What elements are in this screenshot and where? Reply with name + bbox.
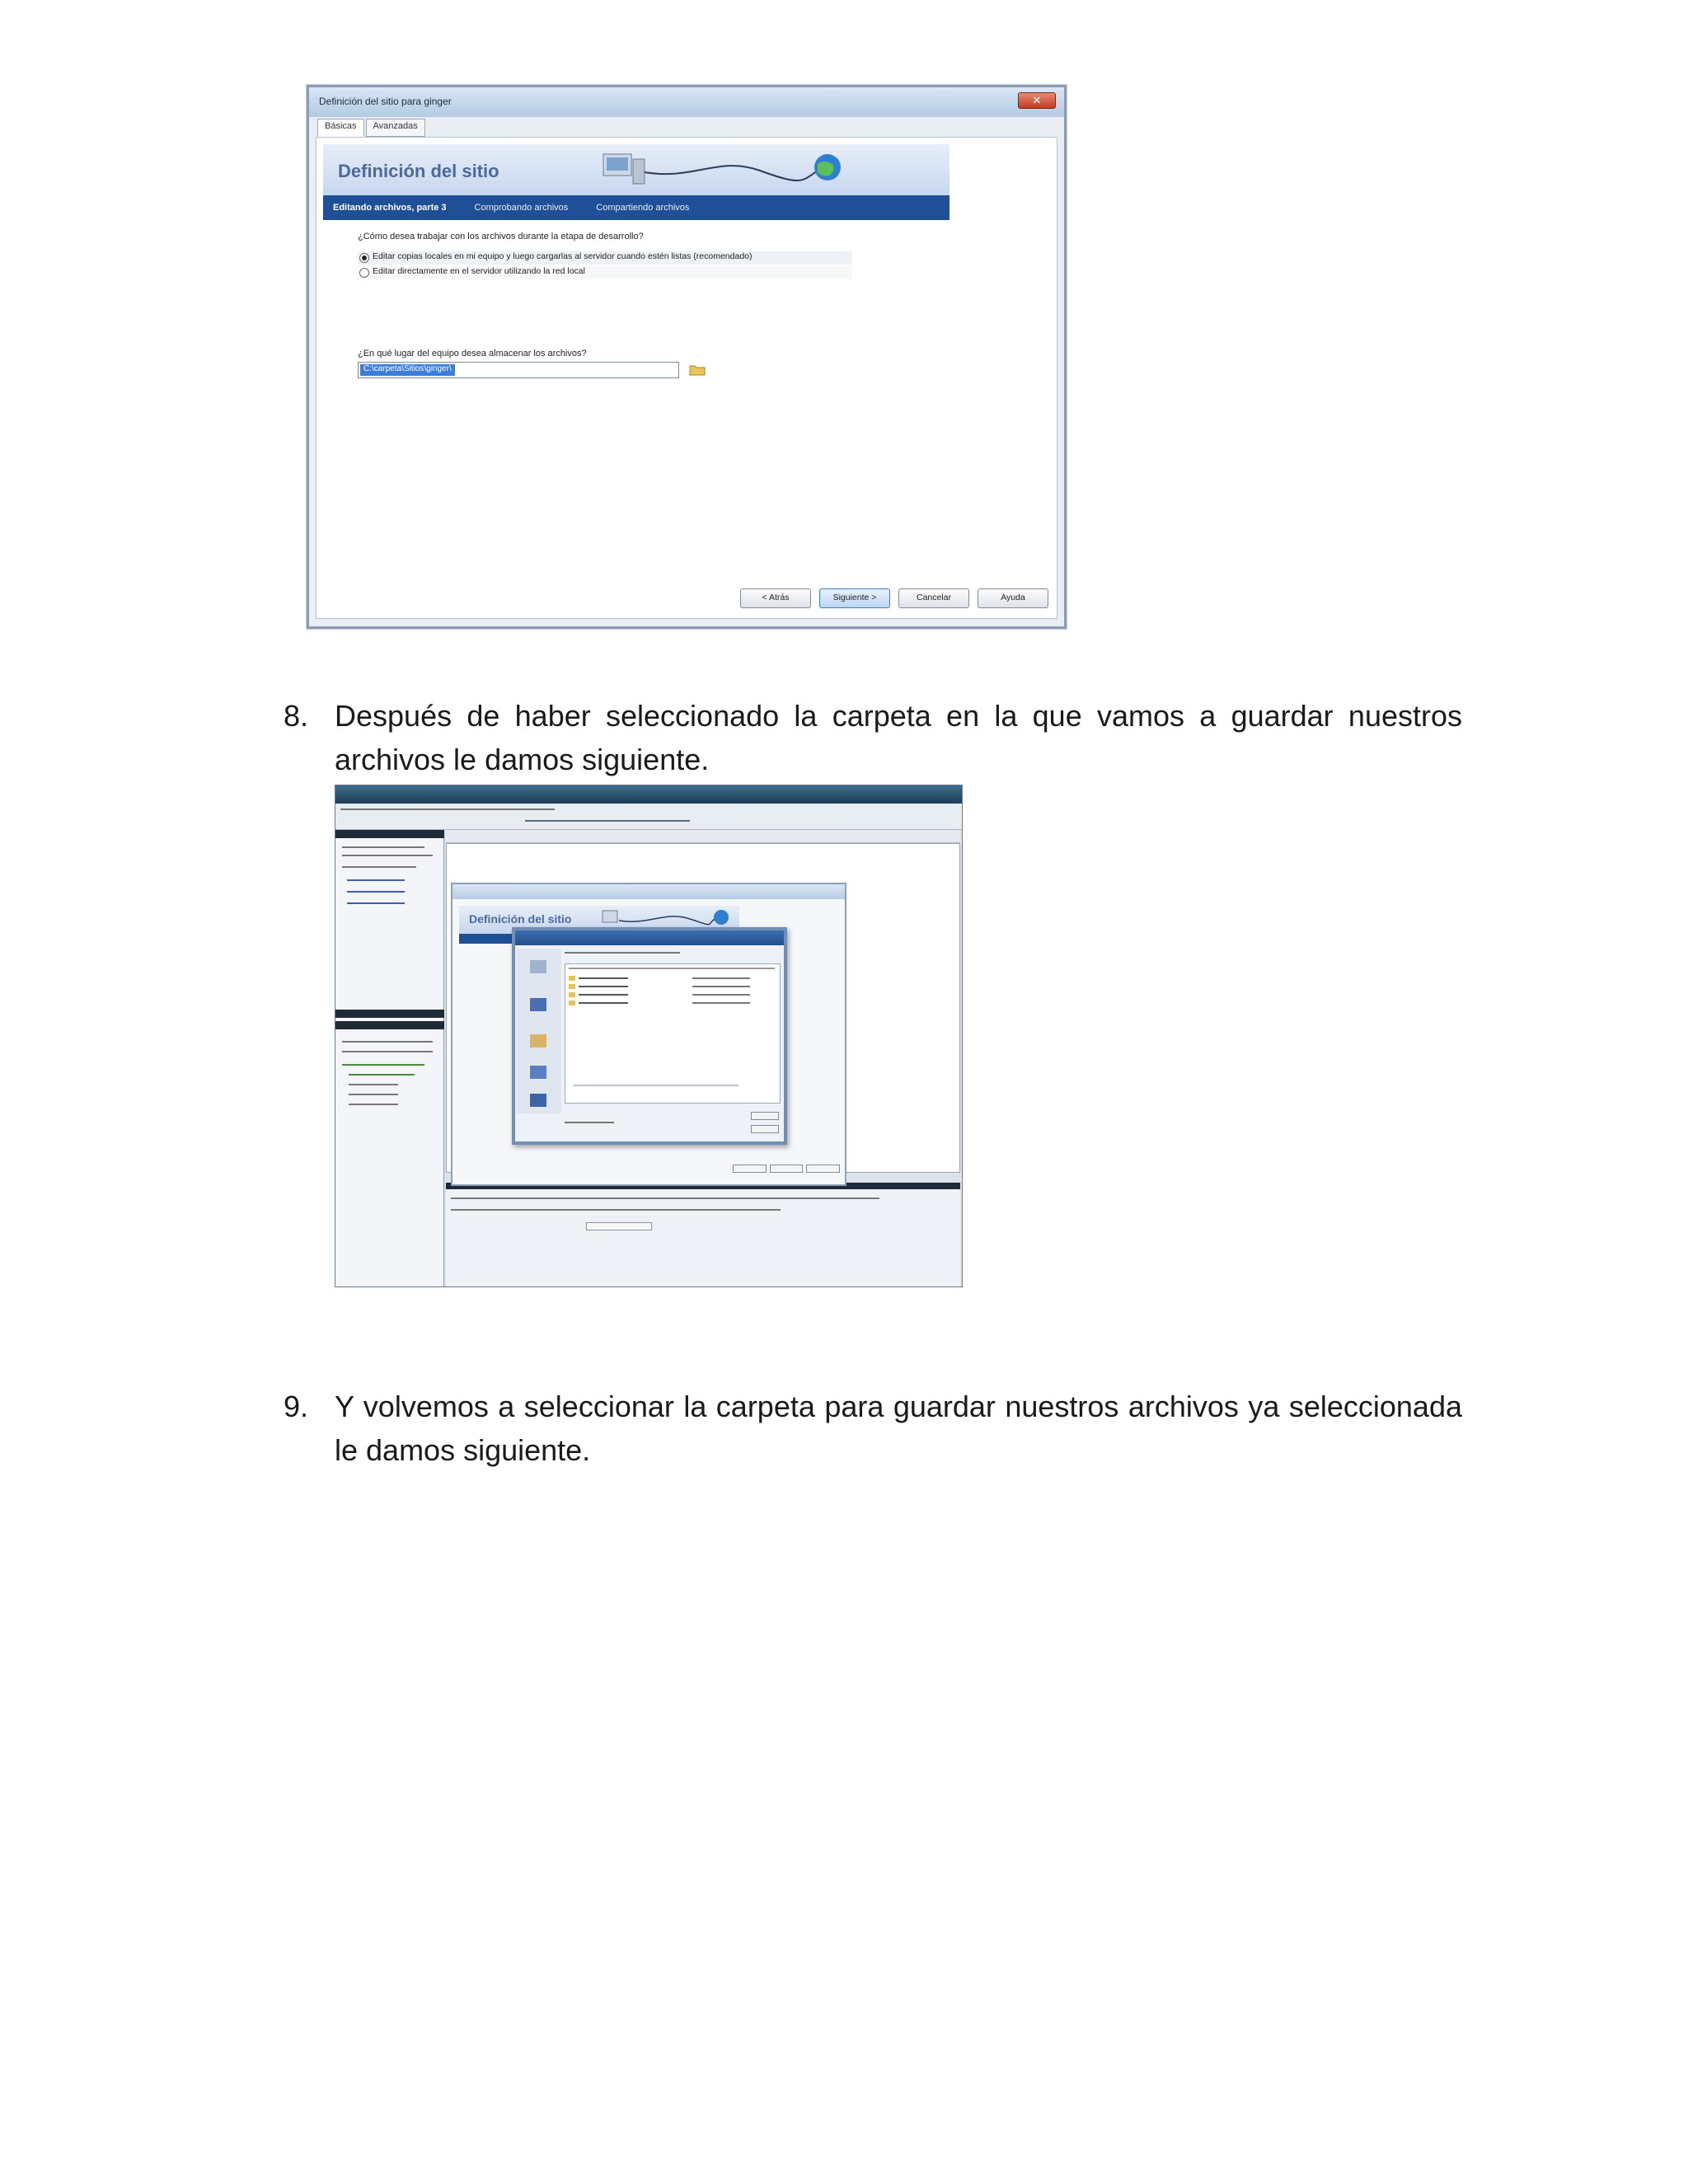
panel-link: [347, 879, 405, 881]
look-in-combo: [565, 952, 680, 954]
menu-items: [340, 808, 555, 810]
taskbar: [335, 785, 962, 804]
dialog-tabs: [317, 119, 425, 137]
select-button: [751, 1112, 779, 1120]
panel-line: [342, 855, 433, 856]
banner-title: Definición del sitio: [469, 912, 572, 926]
question-storage-location: ¿En qué lugar del equipo desea almacenar los archivos?: [358, 349, 587, 359]
step-8-number: 8.: [284, 699, 309, 733]
option-edit-local-label: Editar copias locales en mi equipo y luego cargarlas al servidor cuando estén listas (recomendado): [373, 251, 753, 261]
files-tree: [342, 1064, 424, 1066]
network-icon: [530, 1094, 546, 1107]
list-item: [569, 992, 767, 997]
dialog-title-bar: [309, 87, 1064, 117]
panel-link: [347, 891, 405, 893]
computer-icon: [530, 1066, 546, 1079]
question-work-mode: ¿Cómo desea trabajar con los archivos durante la etapa de desarrollo?: [358, 232, 644, 241]
radio-selected-icon[interactable]: [359, 253, 369, 263]
library-icon: [530, 1034, 546, 1047]
files-tree: [349, 1074, 415, 1076]
files-tree: [349, 1084, 398, 1085]
props-line: [451, 1209, 781, 1211]
back-button[interactable]: < Atrás: [740, 588, 811, 608]
radio-unselected-icon[interactable]: [359, 268, 369, 278]
list-item: [569, 976, 767, 981]
close-icon[interactable]: ✕: [1018, 92, 1056, 109]
document-ruler: [446, 830, 960, 843]
step-last: Compartiendo archivos: [596, 203, 690, 213]
places-bar: [517, 949, 561, 1113]
scrollbar: [574, 1085, 738, 1086]
panel-header: [335, 1010, 444, 1018]
panel-line: [342, 846, 424, 848]
dialog-title-bar: [515, 930, 784, 945]
wizard-buttons: [733, 1165, 840, 1173]
left-panels: [335, 830, 444, 1287]
option-edit-server-label: Editar directamente en el servidor utilizando la red local: [373, 266, 585, 276]
step-8-text: Después de haber seleccionado la carpeta en la que vamos a guardar nuestros archivos le damos siguiente.: [335, 699, 1462, 776]
wizard-buttons: [740, 588, 1048, 608]
desktop-icon: [530, 960, 546, 973]
wizard-banner: [323, 144, 950, 195]
network-globe-icon: [595, 148, 859, 194]
dialog-body: [316, 137, 1057, 619]
list-header: [569, 968, 775, 969]
panel-header: [335, 1021, 444, 1029]
folder-icon[interactable]: [689, 363, 706, 376]
step-current: Editando archivos, parte 3: [333, 203, 447, 213]
dreamweaver-screenshot: [335, 785, 963, 1287]
option-edit-local[interactable]: [358, 251, 852, 265]
dialog-title-bar: [452, 884, 845, 899]
step-9-text: Y volvemos a seleccionar la carpeta para guardar nuestros archivos ya seleccionada le damos siguiente.: [335, 1390, 1462, 1467]
properties-panel: [446, 1183, 960, 1287]
tab-basicas[interactable]: Básicas: [317, 119, 364, 137]
toolbar-icons: [525, 820, 690, 822]
file-list: [565, 963, 781, 1104]
cancel-button[interactable]: Cancelar: [898, 588, 969, 608]
wizard-step-bar: [323, 195, 950, 220]
select-folder-dialog: [512, 927, 787, 1145]
step-9: [284, 1385, 1462, 1475]
props-line: [451, 1197, 879, 1199]
files-line: [342, 1051, 433, 1052]
files-tree: [349, 1104, 398, 1105]
option-edit-server[interactable]: [358, 266, 852, 279]
props-button: [586, 1222, 652, 1230]
tab-avanzadas[interactable]: Avanzadas: [366, 119, 425, 137]
files-line: [342, 1041, 433, 1043]
panel-link: [347, 902, 405, 904]
step-8: [284, 694, 1462, 785]
documents-icon: [530, 998, 546, 1011]
banner-title: Definición del sitio: [338, 161, 499, 181]
menu-bar: [335, 804, 962, 830]
cancel-button: [751, 1125, 779, 1133]
dialog-title: Definición del sitio para ginger: [319, 96, 452, 107]
panel-header: [335, 830, 444, 838]
list-item: [569, 984, 767, 989]
folder-path-input[interactable]: [358, 362, 679, 378]
next-button[interactable]: Siguiente >: [819, 588, 890, 608]
folder-name-label: [565, 1122, 614, 1123]
step-9-number: 9.: [284, 1390, 309, 1423]
help-button[interactable]: Ayuda: [978, 588, 1048, 608]
folder-path-value: C:\carpeta\Sitios\ginger\: [360, 364, 455, 376]
files-tree: [349, 1094, 398, 1095]
list-item: [569, 1001, 767, 1005]
site-definition-dialog-screenshot: [307, 85, 1067, 629]
step-next: Comprobando archivos: [474, 203, 569, 213]
panel-line: [342, 866, 416, 868]
